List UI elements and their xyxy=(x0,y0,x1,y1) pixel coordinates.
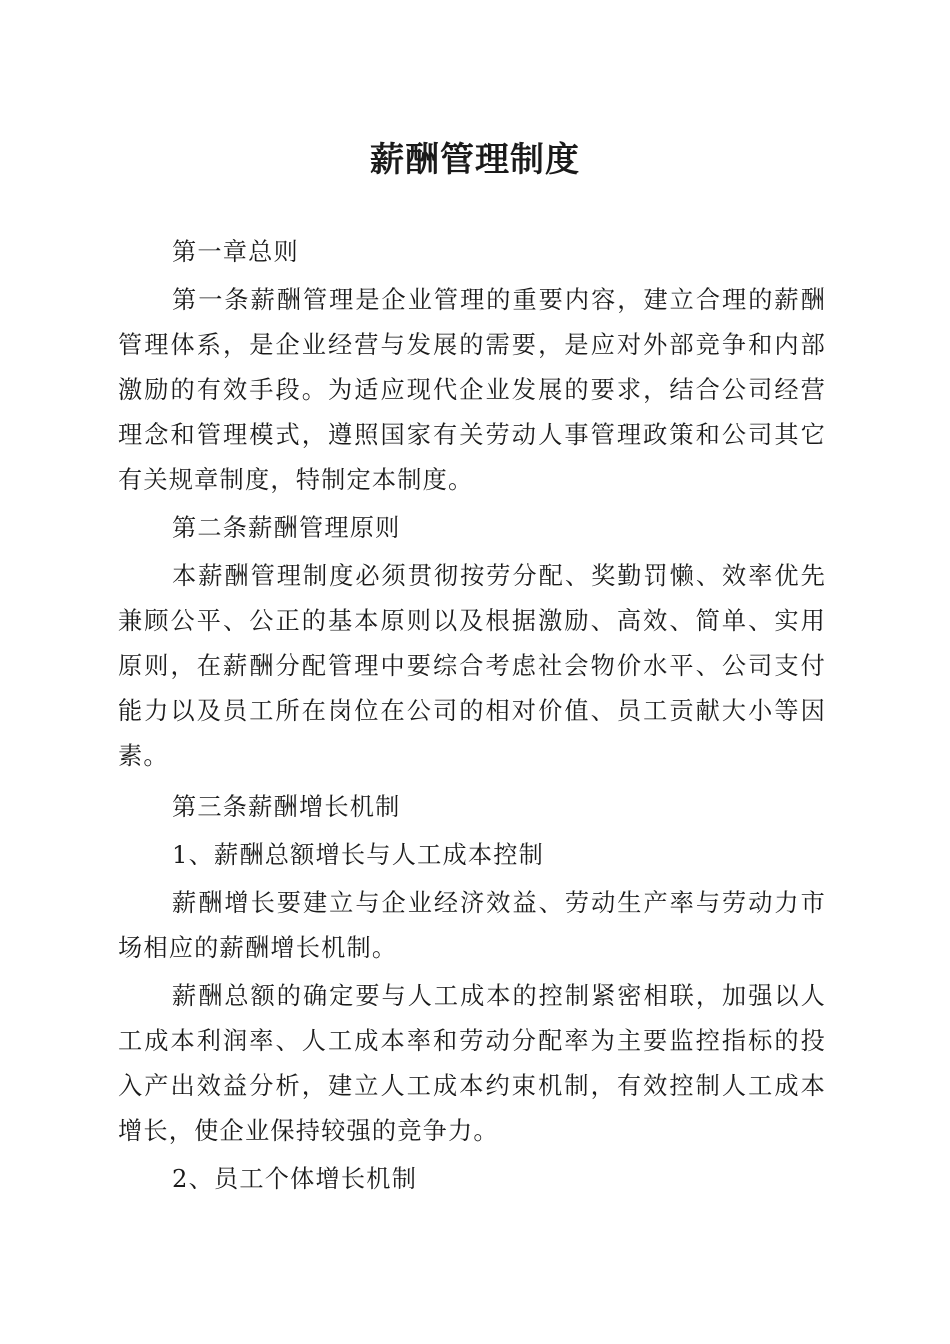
article-1-paragraph: 第一条薪酬管理是企业管理的重要内容，建立合理的薪酬管理体系，是企业经营与发展的需要，是应对外部竞争和内部激励的有效手段。为适应现代企业发展的要求，结合公司经营理念和管理模式，遵照国家有关劳动人事管理政策和公司其它有关规章制度，特制定本制度。 xyxy=(118,286,826,494)
document-body xyxy=(118,230,826,1202)
section-1-paragraph-b: 薪酬总额的确定要与人工成本的控制紧密相联，加强以人工成本利润率、人工成本率和劳动分配率为主要监控指标的投入产出效益分析，建立人工成本约束机制，有效控制人工成本增长，使企业保持较强的竞争力。 xyxy=(118,982,826,1145)
article-2-heading: 第二条薪酬管理原则 xyxy=(172,514,401,542)
section-1-heading: 1、薪酬总额增长与人工成本控制 xyxy=(172,841,545,869)
document-title: 薪酬管理制度 xyxy=(370,140,580,180)
chapter-heading: 第一章总则 xyxy=(172,238,299,266)
section-1-paragraph-a: 薪酬增长要建立与企业经济效益、劳动生产率与劳动力市场相应的薪酬增长机制。 xyxy=(118,889,826,962)
article-2-paragraph: 本薪酬管理制度必须贯彻按劳分配、奖勤罚懒、效率优先兼顾公平、公正的基本原则以及根据激励、高效、简单、实用原则，在薪酬分配管理中要综合考虑社会物价水平、公司支付能力以及员工所在岗位在公司的相对价值、员工贡献大小等因素。 xyxy=(118,562,826,770)
article-3-heading: 第三条薪酬增长机制 xyxy=(172,793,401,821)
section-2-heading: 2、员工个体增长机制 xyxy=(172,1165,418,1193)
